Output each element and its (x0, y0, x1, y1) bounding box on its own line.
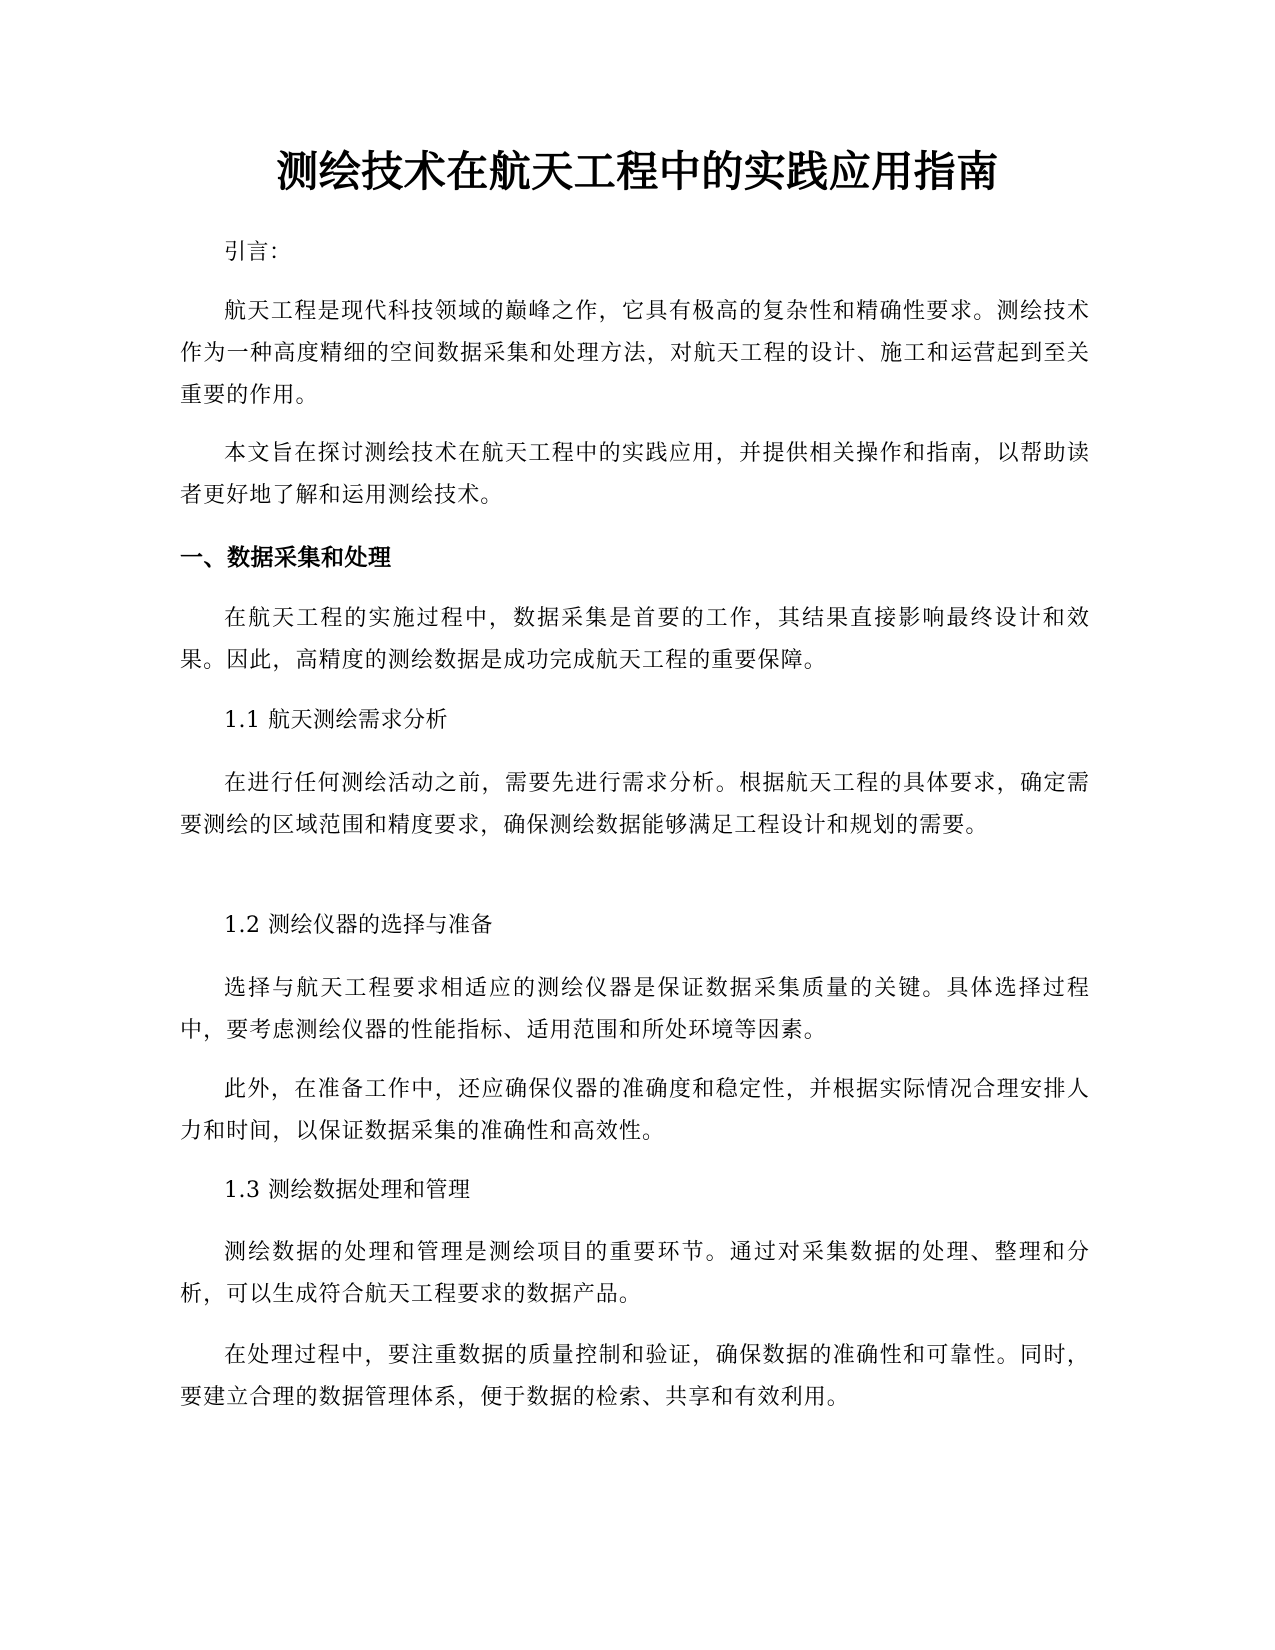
subsection-1-3-paragraph-2: 在处理过程中，要注重数据的质量控制和验证，确保数据的准确性和可靠性。同时，要建立合理的数据管理体系，便于数据的检索、共享和有效利用。 (180, 1343, 1090, 1410)
subsection-1-2-paragraph-2: 此外，在准备工作中，还应确保仪器的准确度和稳定性，并根据实际情况合理安排人力和时间，以保证数据采集的准确性和高效性。 (180, 1077, 1090, 1144)
section-1-intro-paragraph: 在航天工程的实施过程中，数据采集是首要的工作，其结果直接影响最终设计和效果。因此，高精度的测绘数据是成功完成航天工程的重要保障。 (180, 606, 1090, 673)
subsection-1-1-heading: 1.1 航天测绘需求分析 (224, 708, 448, 733)
subsection-1-2-paragraph-1: 选择与航天工程要求相适应的测绘仪器是保证数据采集质量的关键。具体选择过程中，要考虑测绘仪器的性能指标、适用范围和所处环境等因素。 (180, 976, 1090, 1043)
intro-paragraph-2: 本文旨在探讨测绘技术在航天工程中的实践应用，并提供相关操作和指南，以帮助读者更好地了解和运用测绘技术。 (180, 441, 1090, 508)
section-1-heading: 一、数据采集和处理 (180, 545, 392, 571)
intro-label: 引言： (224, 240, 292, 265)
subsection-1-3-paragraph-1: 测绘数据的处理和管理是测绘项目的重要环节。通过对采集数据的处理、整理和分析，可以生成符合航天工程要求的数据产品。 (180, 1240, 1090, 1307)
subsection-1-3-heading: 1.3 测绘数据处理和管理 (224, 1178, 471, 1203)
intro-paragraph-1: 航天工程是现代科技领域的巅峰之作，它具有极高的复杂性和精确性要求。测绘技术作为一种高度精细的空间数据采集和处理方法，对航天工程的设计、施工和运营起到至关重要的作用。 (180, 299, 1090, 408)
subsection-1-1-paragraph: 在进行任何测绘活动之前，需要先进行需求分析。根据航天工程的具体要求，确定需要测绘的区域范围和精度要求，确保测绘数据能够满足工程设计和规划的需要。 (180, 771, 1090, 838)
subsection-1-2-heading: 1.2 测绘仪器的选择与准备 (224, 913, 493, 938)
document-title: 测绘技术在航天工程中的实践应用指南 (276, 147, 999, 196)
